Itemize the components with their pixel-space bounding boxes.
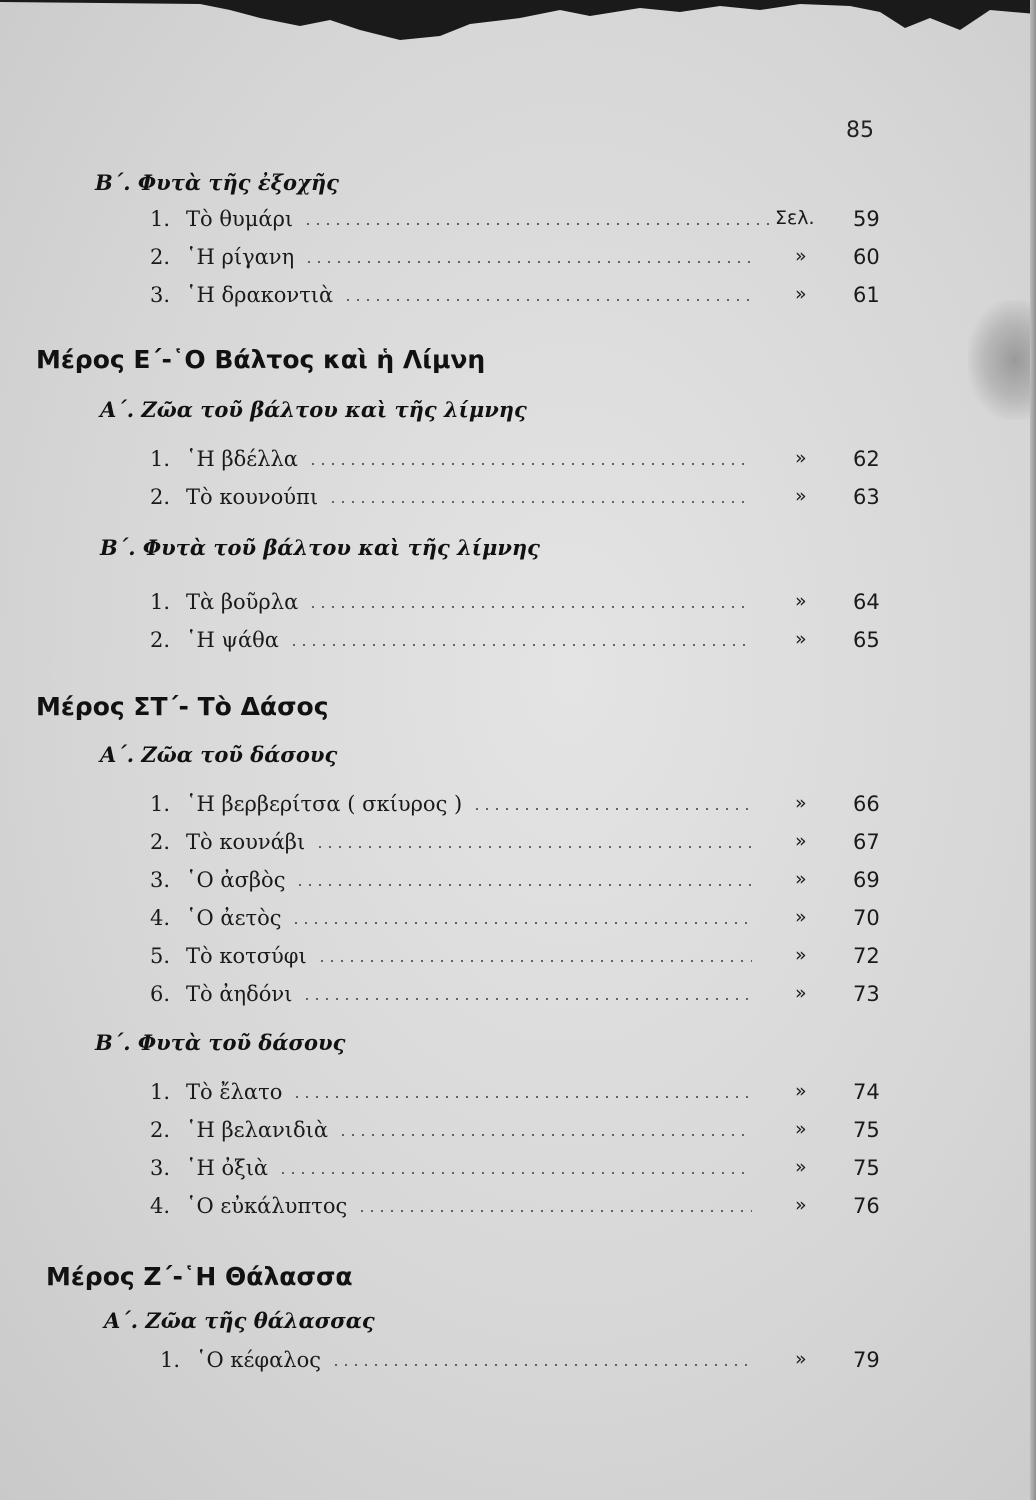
entry-page-number: 75: [853, 1118, 880, 1142]
entry-title: ῾Ο κέφαλος: [196, 1348, 321, 1372]
entry-title: Τὸ ἔλατο: [186, 1080, 283, 1104]
toc-entry[interactable]: [150, 283, 880, 313]
entry-number: 3.: [150, 1156, 171, 1180]
section-heading: Α΄. Ζῶα τῆς θάλασσας: [104, 1308, 375, 1333]
entry-page-number: 72: [853, 944, 880, 968]
entry-page-number: 63: [853, 485, 880, 509]
dot-leader: [302, 998, 752, 1000]
entry-page-number: 69: [853, 868, 880, 892]
page-marker: »: [795, 1194, 807, 1216]
entry-number: 6.: [150, 982, 171, 1006]
entry-title: Τὸ κουνάβι: [186, 830, 306, 854]
part-heading: Μέρος Ζ΄-῾Η Θάλασσα: [46, 1262, 353, 1291]
entry-number: 2.: [150, 485, 171, 509]
section-heading: Β΄. Φυτὰ τοῦ βάλτου καὶ τῆς λίμνης: [100, 535, 540, 560]
dot-leader: [295, 884, 752, 886]
entry-number: 3.: [150, 283, 171, 307]
page-marker: Σελ.: [775, 207, 815, 229]
page-marker: »: [795, 590, 807, 612]
toc-entry[interactable]: [150, 982, 880, 1012]
toc-entry[interactable]: [150, 1118, 880, 1148]
part-heading: Μέρος Ε΄-῾Ο Βάλτος καὶ ἡ Λίμνη: [36, 345, 486, 374]
toc-entry[interactable]: [150, 792, 880, 822]
entry-number: 1.: [150, 1080, 171, 1104]
dot-leader: [357, 1210, 752, 1212]
entry-number: 4.: [150, 1194, 171, 1218]
page-number: 85: [846, 118, 874, 143]
page-marker: »: [795, 628, 807, 650]
entry-title: ῾Η ὀξιὰ: [186, 1156, 269, 1180]
toc-entry[interactable]: [150, 628, 880, 658]
entry-number: 1.: [150, 447, 171, 471]
entry-number: 1.: [160, 1348, 181, 1372]
page-marker: »: [795, 830, 807, 852]
toc-entry[interactable]: [150, 906, 880, 936]
page-marker: »: [795, 1080, 807, 1102]
entry-page-number: 74: [853, 1080, 880, 1104]
entry-page-number: 59: [853, 207, 880, 231]
section-heading: Β΄. Φυτὰ τοῦ δάσους: [95, 1030, 346, 1055]
toc-entry[interactable]: [150, 868, 880, 898]
entry-title: ῾Η ρίγανη: [186, 245, 295, 269]
entry-number: 2.: [150, 830, 171, 854]
toc-entry[interactable]: [150, 447, 880, 477]
entry-title: Τὸ κουνούπι: [186, 485, 319, 509]
toc-entry[interactable]: [150, 1080, 880, 1110]
section-heading: Β΄. Φυτὰ τῆς ἐξοχῆς: [95, 170, 339, 195]
dot-leader: [289, 644, 752, 646]
page-edge-shadow: [1030, 0, 1036, 1500]
entry-page-number: 75: [853, 1156, 880, 1180]
entry-number: 1.: [150, 792, 171, 816]
toc-entry[interactable]: [150, 485, 880, 515]
toc-entry[interactable]: [150, 1194, 880, 1224]
entry-page-number: 61: [853, 283, 880, 307]
toc-entry[interactable]: [160, 1348, 880, 1378]
page-marker: »: [795, 1348, 807, 1370]
page-marker: »: [795, 245, 807, 267]
page-marker: »: [795, 485, 807, 507]
toc-entry[interactable]: [150, 207, 880, 237]
entry-page-number: 66: [853, 792, 880, 816]
entry-title: ῾Η βερβερίτσα ( σκίυρος ): [186, 792, 463, 816]
dot-leader: [338, 1134, 752, 1136]
entry-number: 1.: [150, 207, 171, 231]
entry-title: ῾Ο ἀσβὸς: [186, 868, 286, 892]
page-marker: »: [795, 447, 807, 469]
page-marker: »: [795, 868, 807, 890]
entry-page-number: 76: [853, 1194, 880, 1218]
dot-leader: [315, 846, 752, 848]
entry-page-number: 79: [853, 1348, 880, 1372]
entry-title: ῾Η βελανιδιὰ: [186, 1118, 329, 1142]
entry-title: Τὰ βοῦρλα: [186, 590, 299, 614]
entry-page-number: 64: [853, 590, 880, 614]
dot-leader: [303, 223, 771, 225]
entry-title: ῾Ο εὐκάλυπτος: [186, 1194, 348, 1218]
toc-entry[interactable]: [150, 1156, 880, 1186]
page-marker: »: [795, 1118, 807, 1140]
dot-leader: [292, 1096, 752, 1098]
entry-title: ῾Η δρακοντιὰ: [186, 283, 334, 307]
dot-leader: [308, 463, 752, 465]
entry-number: 4.: [150, 906, 171, 930]
entry-page-number: 62: [853, 447, 880, 471]
dot-leader: [308, 606, 752, 608]
page-marker: »: [795, 944, 807, 966]
entry-title: ῾Ο ἀετὸς: [186, 906, 282, 930]
entry-number: 2.: [150, 628, 171, 652]
dot-leader: [343, 299, 752, 301]
entry-number: 3.: [150, 868, 171, 892]
page-marker: »: [795, 283, 807, 305]
dot-leader: [328, 501, 752, 503]
toc-entry[interactable]: [150, 590, 880, 620]
dot-leader: [304, 261, 752, 263]
dot-leader: [278, 1172, 752, 1174]
toc-entry[interactable]: [150, 245, 880, 275]
entry-title: Τὸ θυμάρι: [186, 207, 294, 231]
entry-title: Τὸ ἀηδόνι: [186, 982, 293, 1006]
entry-page-number: 67: [853, 830, 880, 854]
entry-title: ῾Η ψάθα: [186, 628, 279, 652]
page-marker: »: [795, 906, 807, 928]
entry-number: 5.: [150, 944, 171, 968]
section-heading: Α΄. Ζῶα τοῦ δάσους: [100, 742, 338, 767]
torn-page-edge: [0, 0, 1036, 50]
entry-page-number: 60: [853, 245, 880, 269]
dot-leader: [317, 960, 752, 962]
entry-page-number: 70: [853, 906, 880, 930]
toc-entry[interactable]: [150, 830, 880, 860]
page-marker: »: [795, 982, 807, 1004]
entry-title: Τὸ κοτσύφι: [186, 944, 307, 968]
dot-leader: [331, 1364, 752, 1366]
entry-page-number: 65: [853, 628, 880, 652]
toc-entry[interactable]: [150, 944, 880, 974]
stain-smudge: [968, 300, 1036, 420]
entry-title: ῾Η βδέλλα: [186, 447, 298, 471]
entry-number: 1.: [150, 590, 171, 614]
section-heading: Α΄. Ζῶα τοῦ βάλτου καὶ τῆς λίμνης: [100, 397, 527, 422]
page-marker: »: [795, 1156, 807, 1178]
page-marker: »: [795, 792, 807, 814]
dot-leader: [291, 922, 752, 924]
entry-page-number: 73: [853, 982, 880, 1006]
dot-leader: [472, 808, 752, 810]
part-heading: Μέρος ΣΤ΄- Τὸ Δάσος: [36, 692, 329, 721]
entry-number: 2.: [150, 245, 171, 269]
entry-number: 2.: [150, 1118, 171, 1142]
